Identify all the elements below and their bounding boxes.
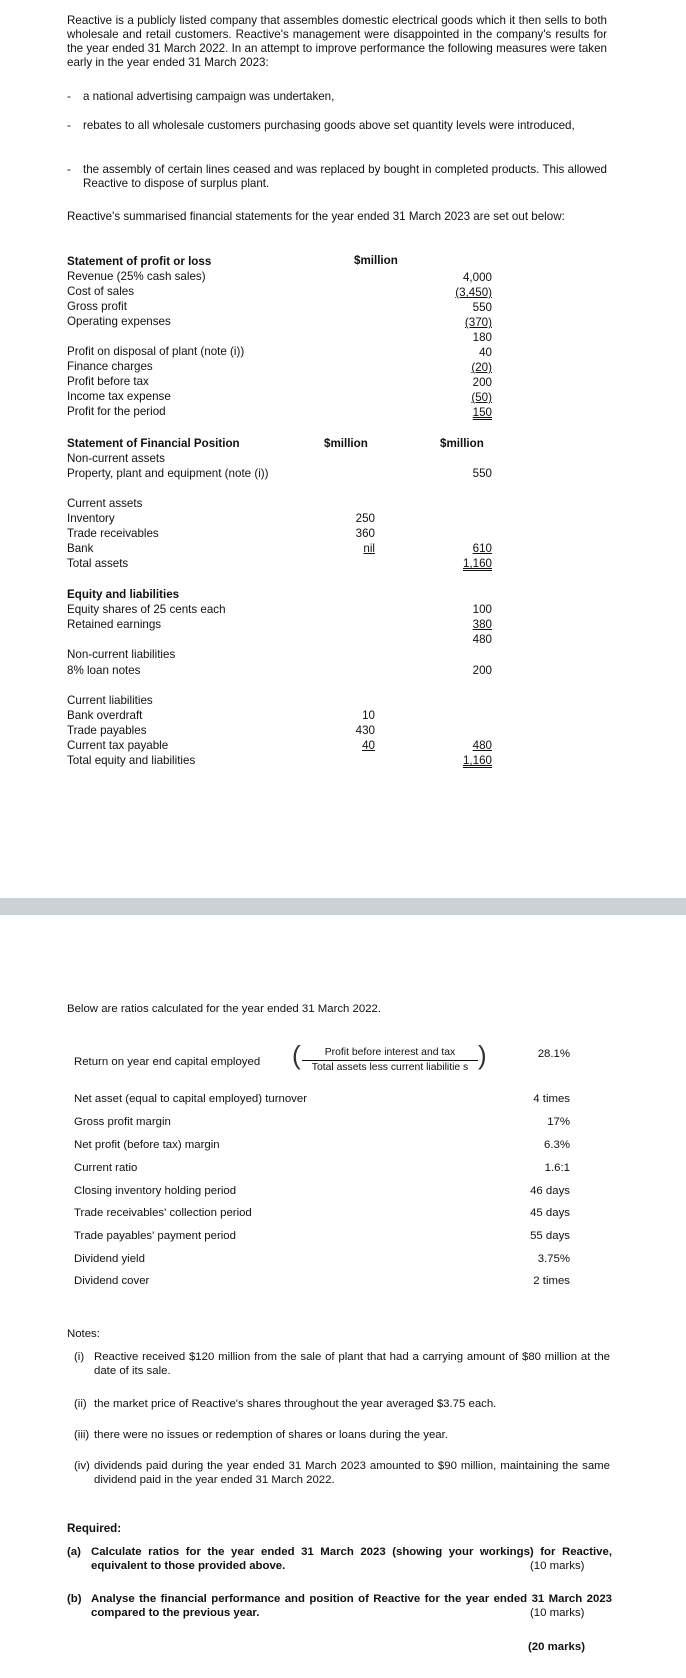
note-text: Reactive received $120 million from the sale of plant that had a carrying amount of $80 million at the date of its sale. bbox=[94, 1351, 610, 1377]
ratio-value: 17% bbox=[547, 1116, 570, 1128]
pl-row-label: Profit on disposal of plant (note (i)) bbox=[67, 345, 245, 358]
question-a-marks: (10 marks) bbox=[530, 1560, 585, 1572]
pl-row-label: Gross profit bbox=[67, 300, 127, 313]
sfp-value: 550 bbox=[472, 467, 492, 480]
sfp-value: 480 bbox=[472, 633, 492, 646]
pl-row-value: (3,450) bbox=[455, 286, 492, 299]
sfp-label: Equity shares of 25 cents each bbox=[67, 603, 226, 616]
pl-row-label: Profit before tax bbox=[67, 375, 149, 388]
ratio-value: 3.75% bbox=[537, 1253, 570, 1265]
ratio-value: 1.6:1 bbox=[544, 1162, 570, 1174]
right-bracket: ) bbox=[478, 1040, 487, 1070]
question-a-text: Calculate ratios for the year ended 31 March 2023 (showing your workings) for Reactive, equivalent to those provided above. bbox=[91, 1546, 612, 1572]
sfp-value: 10 bbox=[362, 709, 375, 722]
sfp-value: 610 bbox=[472, 542, 492, 555]
roce-formula bbox=[302, 1046, 478, 1074]
ratio-label: Current ratio bbox=[74, 1162, 138, 1174]
ratio-value: 55 days bbox=[530, 1230, 570, 1242]
sfp-label: Total equity and liabilities bbox=[67, 754, 196, 767]
ratio-label: Dividend yield bbox=[74, 1253, 145, 1265]
ratio-label: Dividend cover bbox=[74, 1275, 150, 1287]
note-text: there were no issues or redemption of shares or loans during the year. bbox=[94, 1429, 448, 1441]
pl-row-label: Operating expenses bbox=[67, 315, 171, 328]
question-b-text: Analyse the financial performance and position of Reactive for the year ended 31 March 2023 compared to the previous year. bbox=[91, 1593, 612, 1619]
roce-label: Return on year end capital employed bbox=[74, 1056, 261, 1068]
sfp-heading: Non-current liabilities bbox=[67, 648, 176, 661]
pl-row-value: (370) bbox=[464, 316, 492, 329]
ratios-intro: Below are ratios calculated for the year ended 31 March 2022. bbox=[67, 1003, 382, 1015]
sfp-label: Trade payables bbox=[67, 724, 147, 737]
ratio-value: 2 times bbox=[533, 1275, 570, 1287]
pl-row-value: 40 bbox=[479, 346, 492, 359]
note-label: (i) bbox=[74, 1351, 85, 1363]
question-b-marks: (10 marks) bbox=[530, 1607, 585, 1619]
sfp-label: Property, plant and equipment (note (i)) bbox=[67, 467, 269, 480]
bullet-text: a national advertising campaign was undertaken, bbox=[83, 90, 335, 103]
summary-paragraph: Reactive's summarised financial statements for the year ended 31 March 2023 are set out below: bbox=[67, 210, 565, 223]
pl-row-label: Cost of sales bbox=[67, 285, 135, 298]
pl-row-value: 150 bbox=[472, 406, 492, 419]
pl-title: Statement of profit or loss bbox=[67, 255, 212, 268]
total-marks: (20 marks) bbox=[528, 1641, 585, 1653]
sfp-heading: Current liabilities bbox=[67, 694, 153, 707]
sfp-value: 430 bbox=[355, 724, 375, 737]
ratio-label: Gross profit margin bbox=[74, 1116, 171, 1128]
note-text: dividends paid during the year ended 31 March 2023 amounted to $90 million, maintaining the same dividend paid in the year ended 31 March 2022. bbox=[94, 1460, 610, 1486]
sfp-label: Trade receivables bbox=[67, 527, 159, 540]
notes-heading: Notes: bbox=[67, 1328, 100, 1340]
sfp-value: 380 bbox=[472, 618, 492, 631]
sfp-heading: Non-current assets bbox=[67, 452, 165, 465]
sfp-value: 200 bbox=[472, 664, 492, 677]
bullet-text: rebates to all wholesale customers purchasing goods above set quantity levels were introduced, bbox=[83, 119, 575, 132]
roce-denominator: Total assets less current liabilitie s bbox=[311, 1062, 469, 1073]
sfp-heading: Current assets bbox=[67, 497, 143, 510]
ratio-value: 46 days bbox=[530, 1185, 570, 1197]
ratio-value: 6.3% bbox=[544, 1139, 570, 1151]
question-a-label: (a) bbox=[67, 1546, 81, 1558]
note-text: the market price of Reactive's shares throughout the year averaged $3.75 each. bbox=[94, 1398, 497, 1410]
pl-row-label: Revenue (25% cash sales) bbox=[67, 270, 206, 283]
sfp-label: Total assets bbox=[67, 557, 129, 570]
ratio-value: 4 times bbox=[533, 1093, 570, 1105]
pl-row-label: Income tax expense bbox=[67, 390, 171, 403]
sfp-label: Current tax payable bbox=[67, 739, 169, 752]
ratio-value: 45 days bbox=[530, 1207, 570, 1219]
bullet-text: the assembly of certain lines ceased and was replaced by bought in completed products. This allowed Reactive to dispose of surplus plant. bbox=[83, 163, 607, 190]
ratio-label: Trade receivables' collection period bbox=[74, 1207, 252, 1219]
sfp-value: 1,160 bbox=[462, 754, 492, 767]
sfp-unit-header-1: $million bbox=[324, 437, 368, 450]
ratio-label: Net asset (equal to capital employed) turnover bbox=[74, 1093, 307, 1105]
page-divider bbox=[0, 898, 686, 915]
sfp-unit-header-2: $million bbox=[440, 437, 484, 450]
sfp-label: 8% loan notes bbox=[67, 664, 141, 677]
pl-row-label: Finance charges bbox=[67, 360, 153, 373]
ratio-label: Net profit (before tax) margin bbox=[74, 1139, 220, 1151]
sfp-value: 1,160 bbox=[462, 557, 492, 570]
pl-row-value: 180 bbox=[472, 331, 492, 344]
left-bracket: ( bbox=[292, 1040, 301, 1070]
sfp-title: Statement of Financial Position bbox=[67, 437, 240, 450]
note-label: (iv) bbox=[74, 1460, 90, 1472]
roce-value: 28.1% bbox=[537, 1048, 570, 1060]
pl-row-value: 4,000 bbox=[462, 271, 492, 284]
pl-unit-header: $million bbox=[354, 254, 398, 267]
sfp-value: nil bbox=[363, 542, 375, 555]
sfp-label: Bank bbox=[67, 542, 94, 555]
question-b-label: (b) bbox=[67, 1593, 82, 1605]
sfp-label: Retained earnings bbox=[67, 618, 162, 631]
sfp-label: Inventory bbox=[67, 512, 115, 525]
sfp-label: Bank overdraft bbox=[67, 709, 143, 722]
sfp-value: 100 bbox=[472, 603, 492, 616]
pl-row-value: (20) bbox=[471, 361, 492, 374]
pl-row-label: Profit for the period bbox=[67, 405, 166, 418]
pl-row-value: 550 bbox=[472, 301, 492, 314]
note-label: (ii) bbox=[74, 1398, 87, 1410]
sfp-value: 250 bbox=[355, 512, 375, 525]
sfp-value: 40 bbox=[362, 739, 375, 752]
ratio-label: Trade payables' payment period bbox=[74, 1230, 236, 1242]
pl-row-value: (50) bbox=[471, 391, 492, 404]
ratio-label: Closing inventory holding period bbox=[74, 1185, 237, 1197]
sfp-heading: Equity and liabilities bbox=[67, 588, 180, 601]
required-heading: Required: bbox=[67, 1522, 122, 1535]
sfp-value: 480 bbox=[472, 739, 492, 752]
sfp-value: 360 bbox=[355, 527, 375, 540]
roce-numerator: Profit before interest and tax bbox=[302, 1046, 478, 1061]
note-label: (iii) bbox=[74, 1429, 90, 1441]
pl-row-value: 200 bbox=[472, 376, 492, 389]
intro-paragraph: Reactive is a publicly listed company that assembles domestic electrical goods which it then sells to both wholesale and retail customers. Reactive's management were disappointed in the company's results for the year ended 31 March 2022. In an attempt to improve performance the following measures were taken early in the year ended 31 March 2023: bbox=[67, 14, 607, 69]
